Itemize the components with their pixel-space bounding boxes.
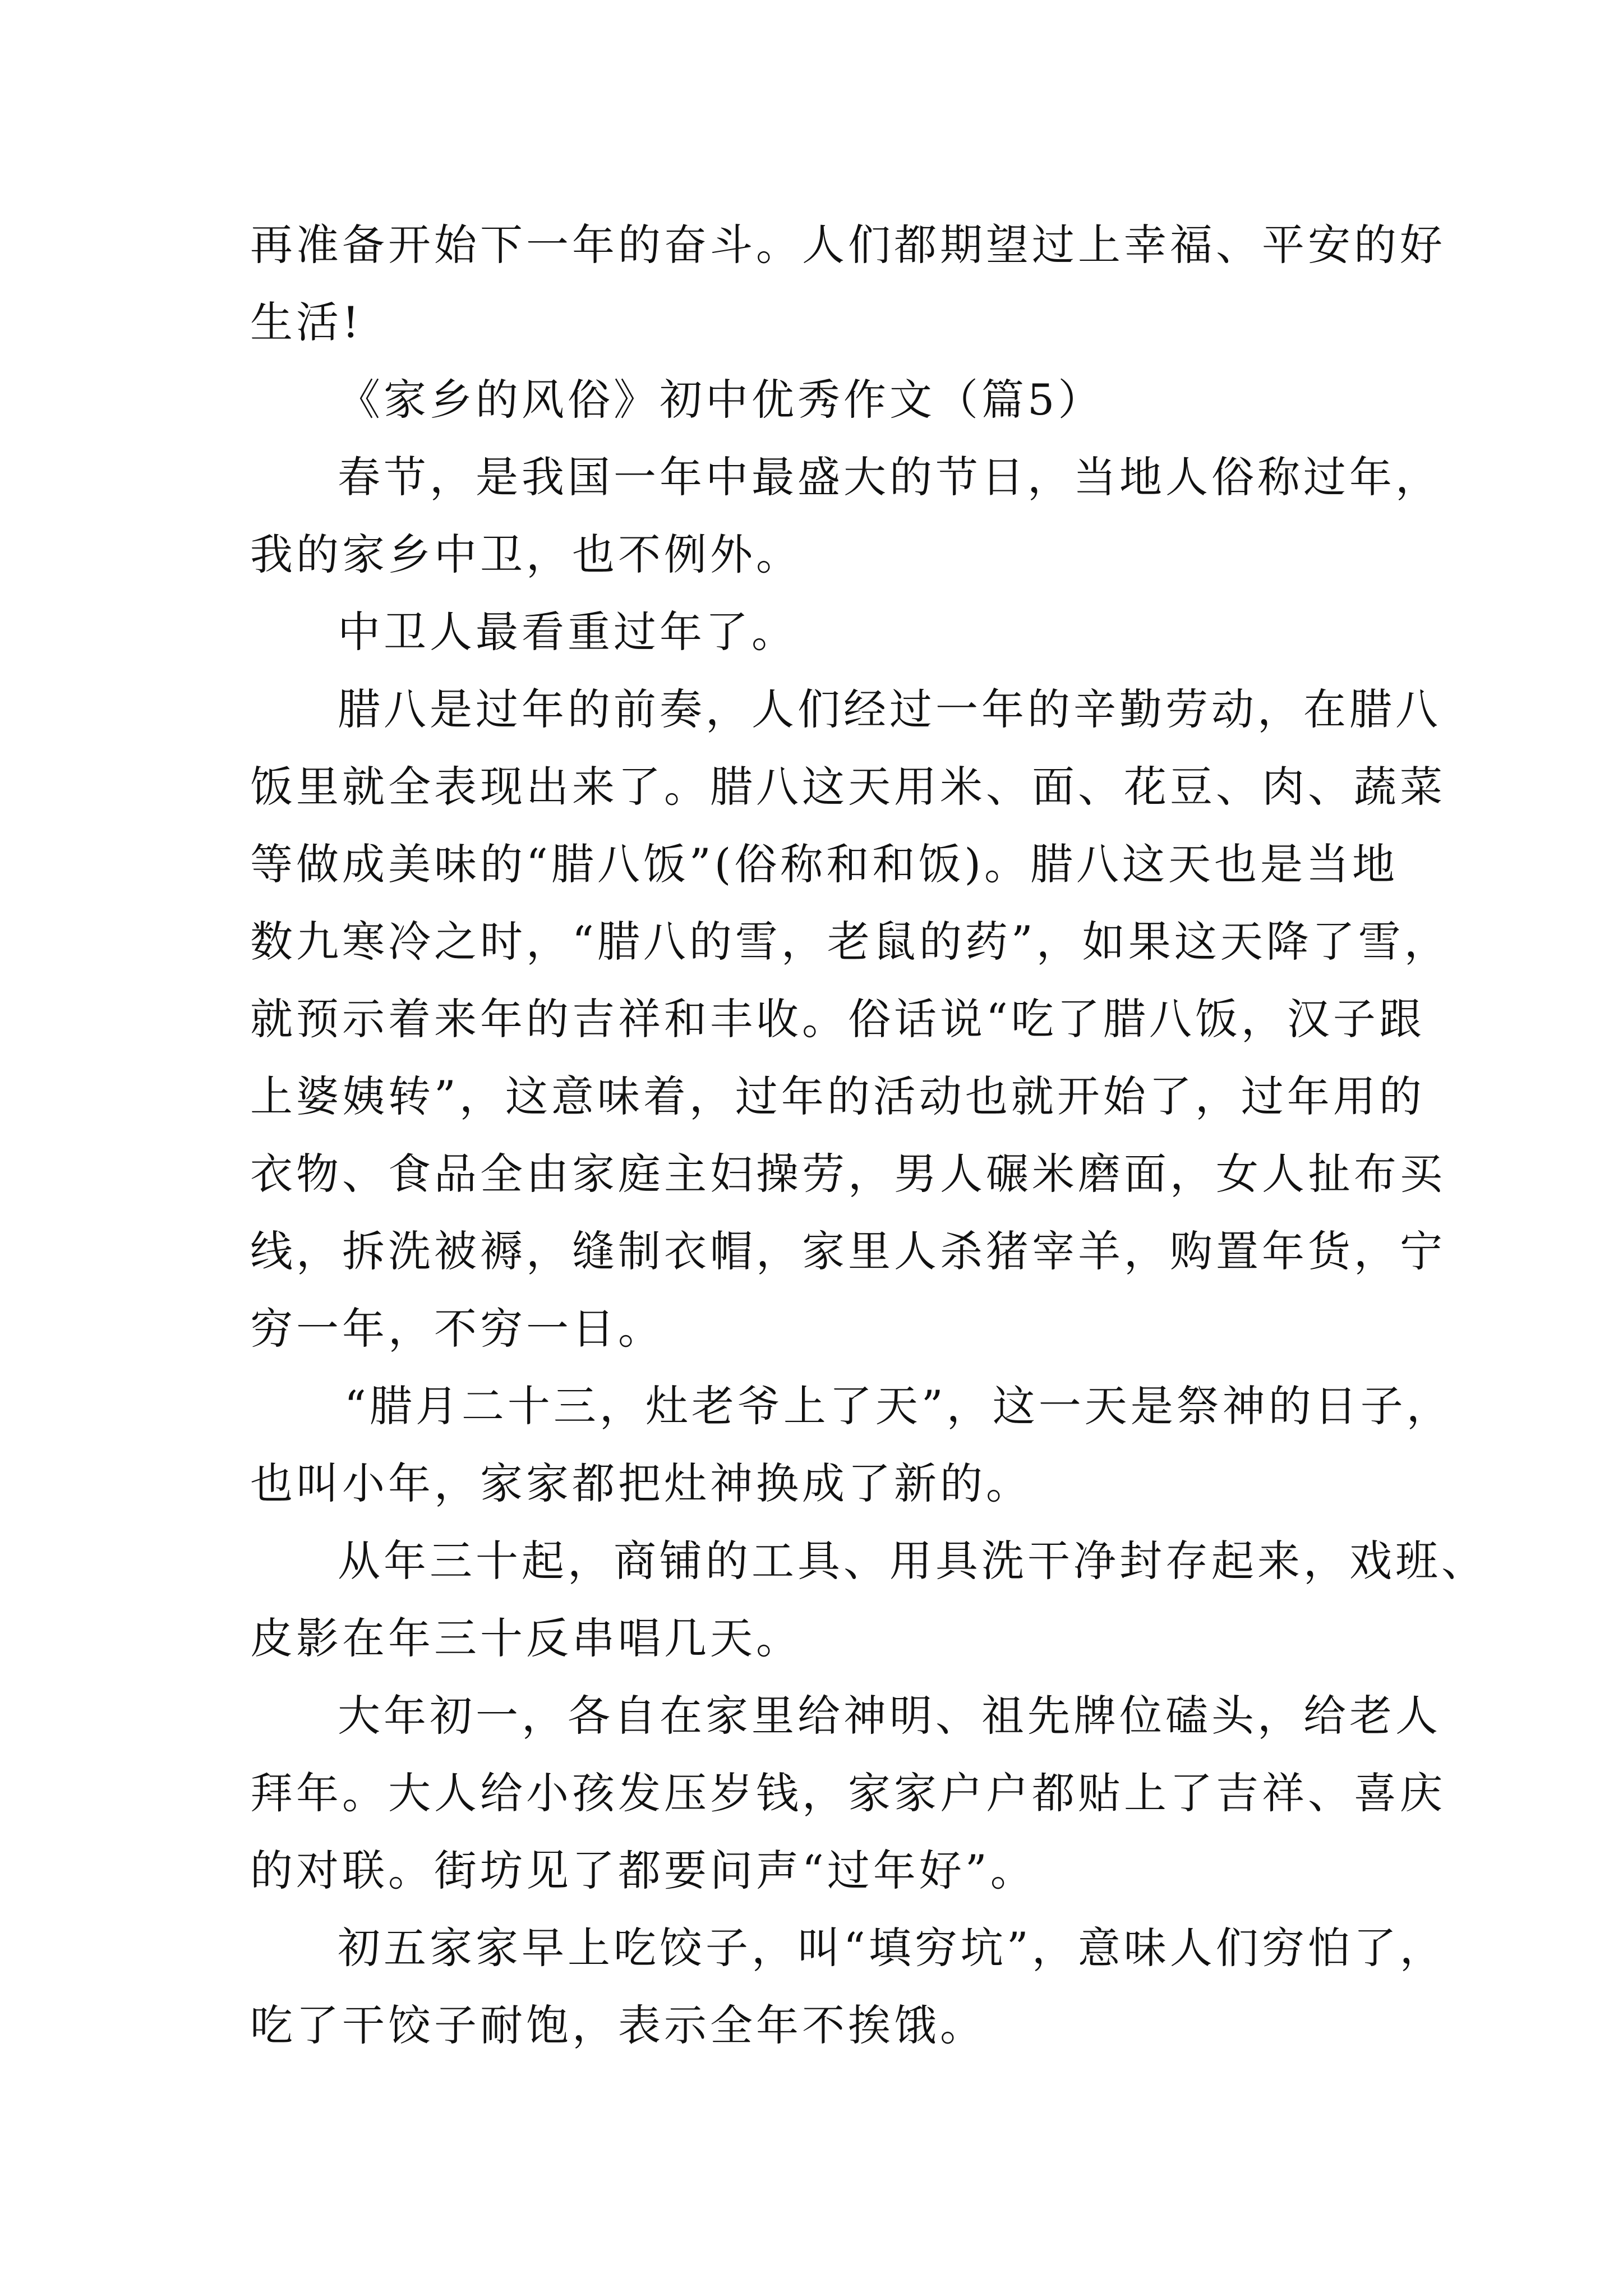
- text-line: 再准备开始下一年的奋斗。人们都期望过上幸福、平安的好: [250, 220, 1446, 270]
- text-line: 衣物、食品全由家庭主妇操劳，男人碾米磨面，女人扯布买: [250, 1149, 1446, 1199]
- text-line: 生活!: [250, 297, 363, 347]
- text-line: 中卫人最看重过年了。: [338, 607, 797, 657]
- text-line: 穷一年，不穷一日。: [250, 1304, 664, 1354]
- text-line: 从年三十起，商铺的工具、用具洗干净封存起来，戏班、: [338, 1536, 1487, 1586]
- text-line: 拜年。大人给小孩发压岁钱，家家户户都贴上了吉祥、喜庆: [250, 1768, 1446, 1818]
- text-line: 春节，是我国一年中最盛大的节日，当地人俗称过年，: [338, 452, 1441, 502]
- text-line: 我的家乡中卫，也不例外。: [250, 530, 802, 579]
- text-line: 饭里就全表现出来了。腊八这天用米、面、花豆、肉、蔬菜: [250, 762, 1446, 812]
- text-line: 腊八是过年的前奏，人们经过一年的辛勤劳动，在腊八: [338, 684, 1441, 734]
- text-line: 大年初一，各自在家里给神明、祖先牌位磕头，给老人: [338, 1691, 1441, 1741]
- text-line: 吃了干饺子耐饱，表示全年不挨饿。: [250, 2000, 986, 2050]
- text-line: 皮影在年三十反串唱几天。: [250, 1613, 802, 1663]
- text-line: 线，拆洗被褥，缝制衣帽，家里人杀猪宰羊，购置年货，宁: [250, 1226, 1446, 1276]
- text-line: 等做成美味的“腊八饭”(俗称和和饭)。腊八这天也是当地: [250, 839, 1399, 889]
- document-body: [250, 206, 1487, 2064]
- text-line: 也叫小年，家家都把灶神换成了新的。: [250, 1458, 1032, 1508]
- text-line: 上婆姨转”，这意味着，过年的活动也就开始了，过年用的: [250, 1071, 1425, 1121]
- text-line: 初五家家早上吃饺子，叫“填穷坑”，意味人们穷怕了，: [338, 1923, 1446, 1973]
- text-line: 的对联。街坊见了都要问声“过年好”。: [250, 1846, 1036, 1895]
- text-line: 数九寒冷之时，“腊八的雪，老鼠的药”，如果这天降了雪，: [250, 917, 1450, 967]
- text-line: “腊月二十三，灶老爷上了天”，这一天是祭神的日子，: [344, 1381, 1453, 1431]
- section-heading: 《家乡的风俗》初中优秀作文（篇5）: [338, 375, 1104, 425]
- text-line: 就预示着来年的吉祥和丰收。俗话说“吃了腊八饭，汉子跟: [250, 994, 1425, 1044]
